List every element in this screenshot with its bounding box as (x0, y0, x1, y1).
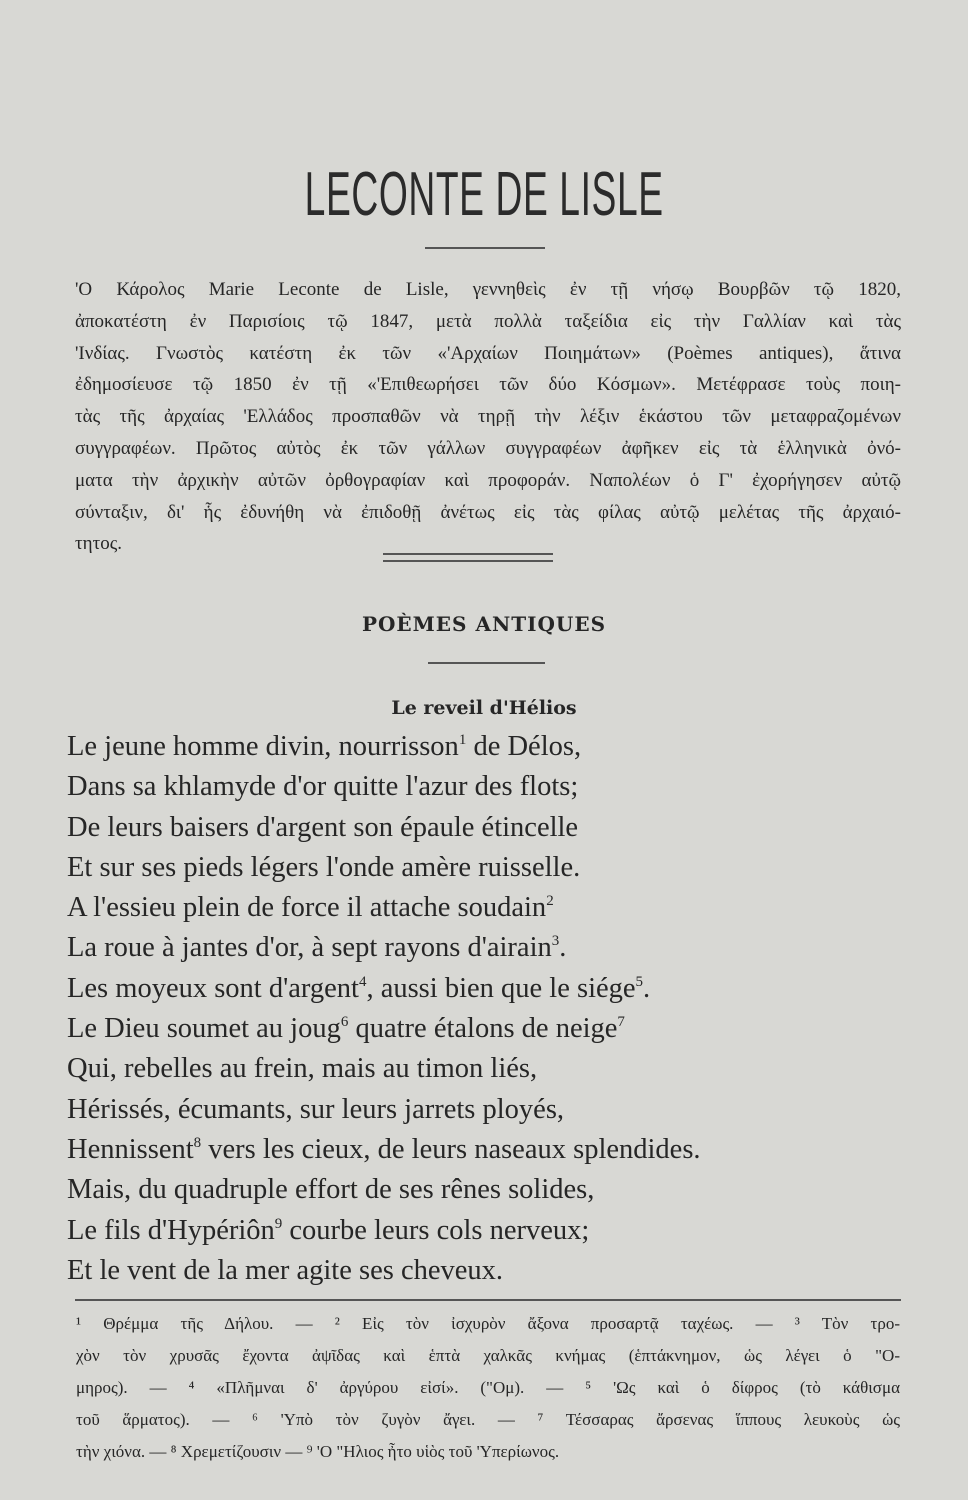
poem-text: , aussi bien que le siége (366, 972, 636, 1004)
poem-line (67, 969, 701, 1009)
poem-text: Le fils d'Hypériôn (67, 1214, 275, 1246)
intro-line: τὰς τῆς ἀρχαίας 'Ελλάδος προσπαθῶν νὰ τηρῇ τὴν λέξιν ἑκάστου τῶν μεταφραζομένων (75, 406, 901, 428)
poem-text: Et le vent de la mer agite ses cheveux. (67, 1254, 504, 1286)
poem-text: Et sur ses pieds légers l'onde amère ruisselle. (67, 851, 581, 883)
footnote-marker: 3 (551, 933, 560, 950)
poem-text: Les moyeux sont d'argent (67, 972, 359, 1004)
poem-line (67, 767, 701, 807)
footnote-marker: 2 (546, 893, 554, 910)
poem-text: Qui, rebelles au frein, mais au timon liés, (67, 1053, 538, 1085)
footnote-marker: 1 (458, 732, 467, 748)
poem-text: Hennissent (67, 1133, 194, 1165)
footnote-line: τὴν χιόνα. — ⁸ Χρεμετίζουσιν — ⁹ 'Ο "Ηλιος ἦτο υἱὸς τοῦ 'Υπερίωνος. (76, 1442, 560, 1461)
intro-line: ἐδημοσίευσε τῷ 1850 ἐν τῇ «'Επιθεωρήσει τῶν δύο Κόσμων». Μετέφρασε τοὺς ποιη- (75, 374, 901, 396)
poem-text: Le Dieu soumet au joug (67, 1013, 341, 1045)
poem-text: . (559, 932, 567, 964)
intro-line: συγγραφέων. Πρῶτος αὐτὸς ἐκ τῶν γάλλων συγγραφέων ἀφῆκεν εἰς τὰ ἑλληνικὰ ὀνό- (75, 437, 901, 459)
poem-text: La roue à jantes d'or, à sept rayons d'airain (67, 932, 552, 964)
footnote-marker: 9 (274, 1215, 283, 1232)
poem-text: De leurs baisers d'argent son épaule étincelle (67, 811, 579, 843)
poem-text: Dans sa khlamyde d'or quitte l'azur des flots; (67, 771, 579, 803)
intro-line: 'Ινδίας. Γνωστὸς κατέστη ἐκ τῶν «'Αρχαίων Ποιημάτων» (Poèmes antiques), ἅτινα (75, 342, 901, 364)
poem-line (67, 1130, 701, 1170)
poem-text: Le jeune homme divin, nourrisson (67, 731, 459, 762)
intro-line: 'Ο Κάρολος Marie Leconte de Lisle, γεννηθεὶς ἐν τῇ νήσῳ Βουρβῶν τῷ 1820, (75, 279, 901, 300)
poem-line (67, 1251, 701, 1291)
footnote-line: μηρος). — ⁴ «Πλῆμναι δ' ἀργύρου εἰσί». ("Ομ). — ⁵ 'Ως καὶ ὁ δίφρος (τὸ κάθισμα (76, 1378, 900, 1397)
intro-line: τητος. (75, 533, 122, 555)
poem (67, 727, 701, 1291)
poem-text: de Délos, (466, 731, 582, 762)
footnote-line: χὸν τὸν χρυσᾶς ἔχοντα ἀψῖδας καὶ ἑπτὰ χαλκᾶς κνήμας (ἑπτάκνημον, ὡς λέγει ὁ "Ο- (76, 1346, 900, 1365)
intro-line: ἀποκατέστη ἐν Παρισίοις τῷ 1847, μετὰ πολλὰ ταξείδια εἰς τὴν Γαλλίαν καὶ τὰς (75, 310, 901, 332)
poem-line (67, 848, 701, 888)
double-rule-bottom (383, 560, 553, 562)
poem-text: Mais, du quadruple effort de ses rênes solides, (67, 1174, 595, 1206)
intro-line: ματα τὴν ἀρχικὴν αὐτῶν ὀρθογραφίαν καὶ προφοράν. Ναπολέων ὁ Γ' ἐχορήγησεν αὐτῷ (75, 469, 901, 491)
page-title (0, 160, 968, 230)
intro-paragraph (75, 274, 901, 560)
footnote-marker: 8 (193, 1134, 202, 1151)
footnotes (76, 1308, 900, 1468)
poem-line (67, 888, 701, 928)
footnote-marker: 4 (358, 973, 367, 990)
poem-line (67, 1090, 701, 1130)
footnote-marker: 5 (635, 973, 644, 990)
title-text: LECONTE DE LISLE (304, 160, 664, 229)
title-rule (425, 247, 545, 249)
poem-line (67, 1211, 701, 1251)
poem-text: vers les cieux, de leurs naseaux splendides. (201, 1133, 701, 1165)
section-rule (428, 662, 545, 664)
poem-line (67, 1049, 701, 1089)
poem-text: quatre étalons de neige (348, 1013, 618, 1045)
footnote-rule (75, 1299, 901, 1301)
poem-line (67, 808, 701, 848)
poem-text: Hérissés, écumants, sur leurs jarrets ployés, (67, 1093, 565, 1125)
footnote-marker: 7 (617, 1014, 625, 1031)
intro-line: σύνταξιν, δι' ἧς ἐδυνήθη νὰ ἐπιδοθῇ ἀνέτως εἰς τὰς φίλας αὐτῷ μελέτας τῆς ἀρχαιό- (75, 501, 901, 523)
footnote-marker: 6 (340, 1014, 349, 1031)
footnote-line: ¹ Θρέμμα τῆς Δήλου. — ² Εἰς τὸν ἰσχυρὸν ἄξονα προσαρτᾷ ταχέως. — ³ Τὸν τρο- (76, 1314, 900, 1333)
poem-line (67, 928, 701, 968)
section-title: POÈMES ANTIQUES (361, 612, 607, 636)
poem-line (67, 727, 701, 767)
double-rule-top (383, 553, 553, 555)
poem-text: courbe leurs cols nerveux; (282, 1214, 590, 1246)
poem-text: A l'essieu plein de force il attache soudain (67, 892, 547, 924)
poem-line (67, 1170, 701, 1210)
poem-text: . (643, 972, 651, 1004)
poem-line (67, 1009, 701, 1049)
poem-title: Le reveil d'Hélios (391, 697, 577, 719)
footnote-line: τοῦ ἅρματος). — ⁶ 'Υπὸ τὸν ζυγὸν ἄγει. — ⁷ Τέσσαρας ἄρσενας ἵππους λευκοὺς ὡς (76, 1410, 900, 1429)
